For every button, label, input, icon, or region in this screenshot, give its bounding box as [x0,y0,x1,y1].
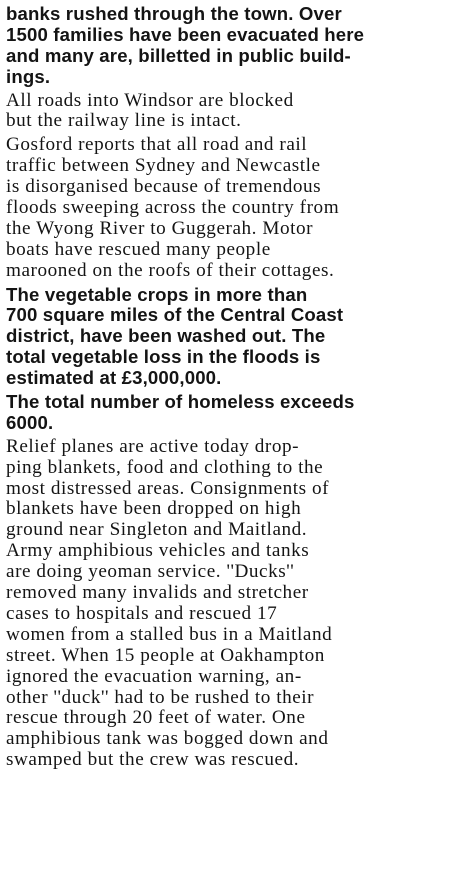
text-line: ings. [6,66,51,87]
text-line: and many are, billetted in public build- [6,45,351,66]
text-line: is disorganised because of tremendous [6,177,322,198]
text-line: street. When 15 people at Oakhampton [6,645,325,666]
text-line: estimated at £3,000,000. [6,368,222,389]
text-line: other ''duck'' had to be rushed to their [6,687,315,708]
text-line: floods sweeping across the country from [6,198,340,219]
paragraph-evacuation [6,4,451,88]
text-line: total vegetable loss in the floods is [6,347,321,368]
text-line: ground near Singleton and Maitland. [6,520,308,541]
text-line: swamped but the crew was rescued. [6,750,300,771]
paragraph-homeless-count [6,392,451,434]
text-line: 700 square miles of the Central Coast [6,305,344,326]
text-line: removed many invalids and stretcher [6,583,309,604]
paragraph-gosford-report [6,135,451,281]
text-line: marooned on the roofs of their cottages. [6,260,335,281]
text-line: boats have rescued many people [6,239,271,260]
text-line: rescue through 20 feet of water. One [6,708,306,729]
paragraph-windsor-roads [6,91,451,133]
paragraph-relief-operations [6,437,451,771]
text-line: but the railway line is intact. [6,111,242,132]
text-line: amphibious tank was bogged down and [6,729,329,750]
text-line: Relief planes are active today drop- [6,436,300,457]
text-line: banks rushed through the town. Over [6,4,342,24]
text-line: the Wyong River to Guggerah. Motor [6,218,314,239]
text-line: women from a stalled bus in a Maitland [6,624,333,645]
text-line: All roads into Windsor are blocked [6,90,294,111]
text-line: district, have been washed out. The [6,326,326,347]
text-line: 1500 families have been evacuated here [6,24,365,45]
text-line: traffic between Sydney and Newcastle [6,156,321,177]
text-line: ignored the evacuation warning, an- [6,666,302,687]
text-line: The total number of homeless exceeds [6,392,355,413]
text-line: are doing yeoman service. ''Ducks'' [6,562,295,583]
text-line: blankets have been dropped on high [6,499,302,520]
text-line: The vegetable crops in more than [6,284,308,305]
text-line: cases to hospitals and rescued 17 [6,603,278,624]
text-line: most distressed areas. Consignments of [6,478,330,499]
text-line: Gosford reports that all road and rail [6,135,308,156]
text-line: ping blankets, food and clothing to the [6,457,324,478]
text-line: Army amphibious vehicles and tanks [6,541,310,562]
paragraph-vegetable-crops [6,285,451,389]
text-line: 6000. [6,412,54,433]
